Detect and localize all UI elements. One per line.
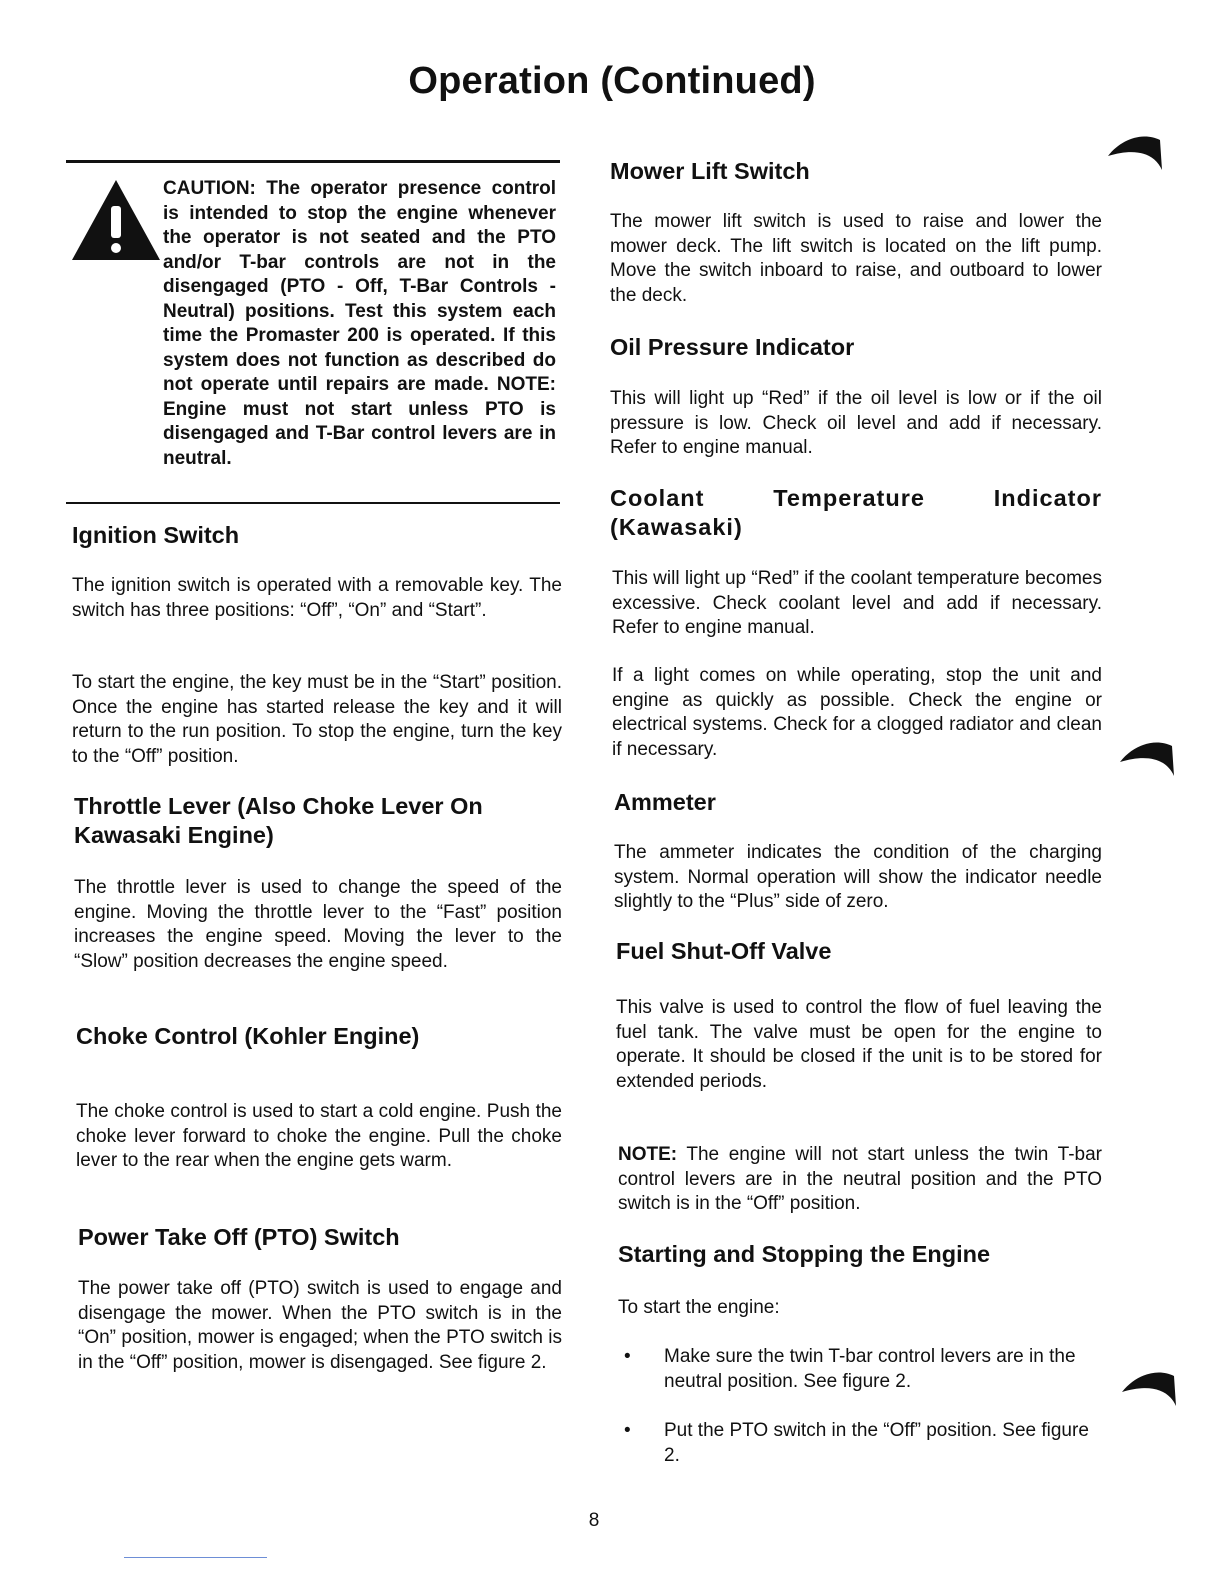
ammeter-paragraph: The ammeter indicates the condition of the charging system. Normal operation will show the indicator needle slightly to the “Plus” side of zero. [614, 842, 1102, 912]
oil-pressure-paragraph: This will light up “Red” if the oil level is low or if the oil pressure is low. Check oil level and add if necessary. Refer to engine manual. [610, 388, 1102, 458]
throttle-paragraph: The throttle lever is used to change the speed of the engine. Moving the throttle lever to the “Fast” position increases the engine speed. Moving the lever to the “Slow” position decreases the engine speed. [74, 877, 562, 972]
binder-hole-mark-icon [1120, 1366, 1180, 1416]
right-column [610, 0, 1102, 1584]
mower-lift-paragraph: The mower lift switch is used to raise and lower the mower deck. The lift switch is located on the lift pump. Move the switch inboard to raise, and outboard to lower the deck. [610, 211, 1102, 306]
bullet-icon: • [624, 1420, 631, 1441]
note-text: The engine will not start unless the twin T-bar control levers are in the neutral position and the PTO switch is in the “Off” position. [618, 1144, 1102, 1214]
list-item-text: Put the PTO switch in the “Off” position. See figure 2. [664, 1420, 1089, 1466]
ignition-heading: Ignition Switch [72, 522, 240, 548]
caution-text: CAUTION: The operator presence control is intended to stop the engine whenever the operator is not seated and the PTO and/or T-bar controls are not in the disengaged (PTO - Off, T-Bar Controls - Neutral) positions. Test this system each time the Promaster 200 is operated. If this system does not function as described do not operate until repairs are made. NOTE: Engine must not start unless PTO is disengaged and T-Bar control levers are in neutral. [163, 178, 556, 469]
list-item [618, 1344, 1102, 1394]
footer-rule [124, 1557, 267, 1558]
fuel-shutoff-paragraph: This valve is used to control the flow of fuel leaving the fuel tank. The valve must be open for the engine to operate. It should be closed if the unit is to be stored for extended periods. [616, 997, 1102, 1092]
list-item-text: Make sure the twin T-bar control levers are in the neutral position. See figure 2. [664, 1346, 1076, 1392]
pto-paragraph: The power take off (PTO) switch is used to engage and disengage the mower. When the PTO switch is in the “On” position, mower is engaged; when the PTO switch is in the “Off” position, mower is disengaged. See figure 2. [78, 1278, 562, 1373]
pto-heading: Power Take Off (PTO) Switch [78, 1224, 400, 1250]
fuel-shutoff-heading: Fuel Shut-Off Valve [616, 938, 832, 964]
starting-intro: To start the engine: [618, 1297, 780, 1318]
note-label: NOTE: [618, 1144, 678, 1165]
choke-paragraph: The choke control is used to start a cold engine. Push the choke lever forward to choke the engine. Pull the choke lever to the rear when the engine gets warm. [76, 1101, 562, 1171]
coolant-paragraph-2: If a light comes on while operating, stop the unit and engine as quickly as possible. Check the engine or electrical systems. Check for a clogged radiator and clean if necessary. [612, 665, 1102, 760]
coolant-heading: Coolant Temperature Indicator (Kawasaki) [610, 485, 1102, 540]
page-number: 8 [588, 1510, 600, 1531]
ammeter-heading: Ammeter [614, 789, 716, 815]
list-item [618, 1418, 1102, 1468]
left-column [72, 0, 562, 1584]
starting-heading: Starting and Stopping the Engine [618, 1241, 991, 1267]
bullet-icon: • [624, 1346, 631, 1367]
ignition-paragraph-1: The ignition switch is operated with a removable key. The switch has three positions: “Off”, “On” and “Start”. [72, 575, 562, 621]
choke-heading: Choke Control (Kohler Engine) [76, 1023, 420, 1049]
binder-hole-mark-icon [1118, 736, 1178, 786]
mower-lift-heading: Mower Lift Switch [610, 158, 810, 184]
page-title: Operation (Continued) [408, 60, 816, 102]
binder-hole-mark-icon [1106, 130, 1166, 180]
throttle-heading: Throttle Lever (Also Choke Lever On Kawasaki Engine) [74, 793, 483, 848]
ignition-paragraph-2: To start the engine, the key must be in the “Start” position. Once the engine has started release the key and it will return to the run position. To stop the engine, turn the key to the “Off” position. [72, 672, 562, 767]
coolant-paragraph-1: This will light up “Red” if the coolant temperature becomes excessive. Check coolant level and add if necessary. Refer to engine manual. [612, 568, 1103, 638]
oil-pressure-heading: Oil Pressure Indicator [610, 334, 855, 360]
note-paragraph [618, 1143, 1102, 1217]
